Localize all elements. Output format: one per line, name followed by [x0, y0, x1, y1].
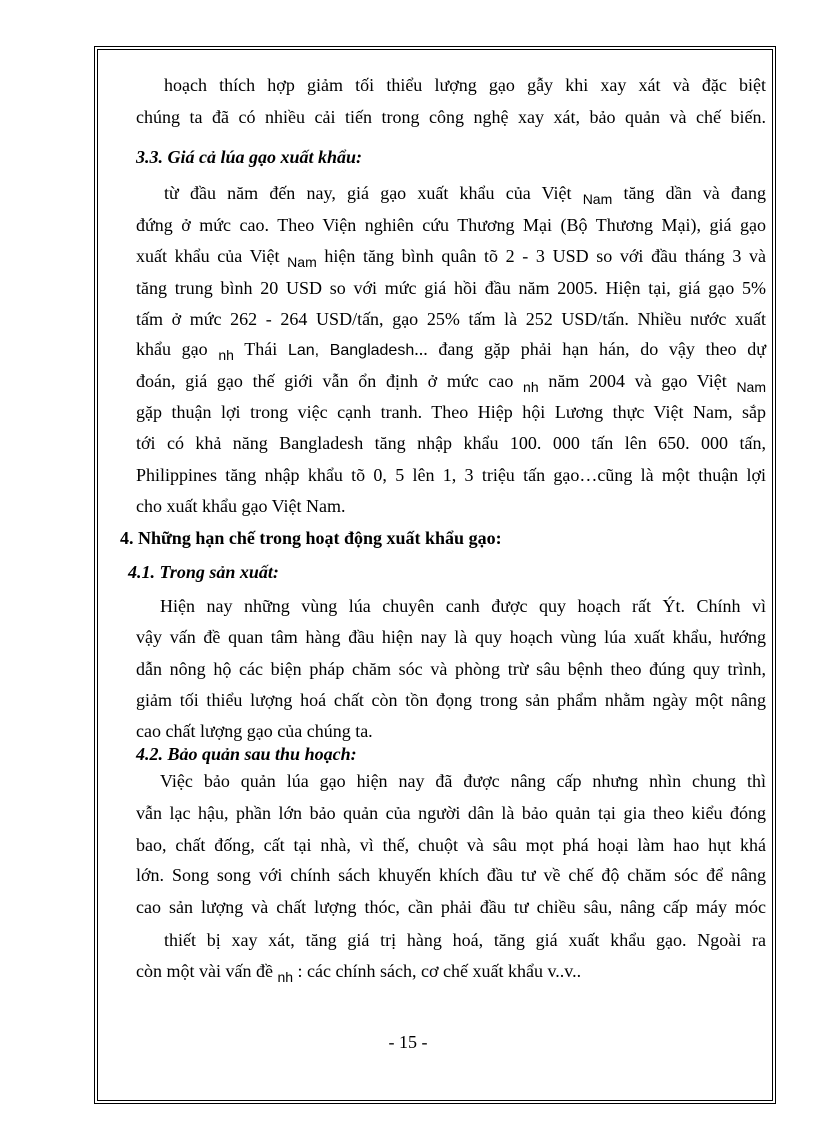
paragraph-line: Philippines tăng nhập khẩu tõ 0, 5 lên 1, 3 triệu tấn gạo…cũng là một thuận lợi [136, 465, 766, 485]
paragraph-line: giảm tối thiểu lượng hoá chất còn tồn đọng trong sản phẩm nhằm ngày một nâng [136, 690, 766, 710]
paragraph-line: Hiện nay những vùng lúa chuyên canh được quy hoạch rất Ýt. Chính vì [160, 596, 766, 616]
paragraph-line: đoán, giá gạo thế giới vẫn ổn định ở mức cao $_{nh}$ năm 2004 và gạo Việt $_{Nam}$ [136, 371, 766, 395]
section-heading-3-3: 3.3. Giá cả lúa gạo xuất khẩu: [136, 147, 363, 167]
paragraph-line: Việc bảo quản lúa gạo hiện nay đã được nâng cấp nhưng nhìn chung thì [160, 771, 766, 791]
paragraph-line: tấm ở mức 262 - 264 USD/tấn, gạo 25% tấm là 252 USD/tấn. Nhiều nước xuất [136, 309, 766, 329]
paragraph-line: gặp thuận lợi trong việc cạnh tranh. Theo Hiệp hội Lương thực Việt Nam, sắp [136, 402, 766, 422]
paragraph-line: chúng ta đã có nhiều cải tiến trong công nghệ xay xát, bảo quản và chế biến. [136, 107, 766, 127]
paragraph-line: bao, chất đống, cất tại nhà, vì thế, chuột và sâu mọt phá hoại làm hao hụt khá [136, 835, 766, 855]
paragraph-line: dẫn nông hộ các biện pháp chăm sóc và phòng trừ sâu bệnh theo đúng quy trình, [136, 659, 766, 679]
paragraph-line: còn một vài vấn đề $_{nh}$ : các chính sách, cơ chế xuất khẩu v..v.. [136, 961, 582, 985]
paragraph-line: cao chất lượng gạo của chúng ta. [136, 721, 373, 741]
paragraph-line: vậy vấn đề quan tâm hàng đầu hiện nay là quy hoạch vùng lúa xuất khẩu, hướng [136, 627, 766, 647]
paragraph-line: khẩu gạo $_{nh}$ Thái Lan, Bangladesh... đang gặp phải hạn hán, do vậy theo dự [136, 339, 766, 363]
section-heading-4-1: 4.1. Trong sản xuất: [128, 562, 279, 582]
page-number: - 15 - [388, 1032, 428, 1052]
paragraph-line: lớn. Song song với chính sách khuyến khích đầu tư về chế độ chăm sóc để nâng [136, 865, 766, 885]
paragraph-line: tới có khả năng Bangladesh tăng nhập khẩu 100. 000 tấn lên 650. 000 tấn, [136, 433, 766, 453]
section-heading-4-2: 4.2. Bảo quản sau thu hoạch: [136, 744, 357, 764]
paragraph-line: tăng trung bình 20 USD so với mức giá hồi đầu năm 2005. Hiện tại, giá gạo 5% [136, 278, 766, 298]
paragraph-line: cho xuất khẩu gạo Việt Nam. [136, 496, 346, 516]
paragraph-line: đứng ở mức cao. Theo Viện nghiên cứu Thương Mại (Bộ Thương Mại), giá gạo [136, 215, 766, 235]
paragraph-line: hoạch thích hợp giảm tối thiểu lượng gạo gẫy khi xay xát và đặc biệt [164, 75, 766, 95]
paragraph-line: vẫn lạc hậu, phần lớn bảo quản của người dân là bảo quản tại gia theo kiểu đóng [136, 803, 766, 823]
paragraph-line: xuất khẩu của Việt $_{Nam}$ hiện tăng bình quân tõ 2 - 3 USD so với đầu tháng 3 và [136, 246, 767, 270]
section-heading-4: 4. Những hạn chế trong hoạt động xuất khẩu gạo: [120, 528, 502, 548]
paragraph-line: thiết bị xay xát, tăng giá trị hàng hoá, tăng giá xuất khẩu gạo. Ngoài ra [164, 930, 766, 950]
paragraph-line: từ đầu năm đến nay, giá gạo xuất khẩu của Việt $_{Nam}$ tăng dần và đang [164, 183, 766, 207]
paragraph-line: cao sản lượng và chất lượng thóc, cần phải đầu tư chiều sâu, nâng cấp máy móc [136, 897, 766, 917]
